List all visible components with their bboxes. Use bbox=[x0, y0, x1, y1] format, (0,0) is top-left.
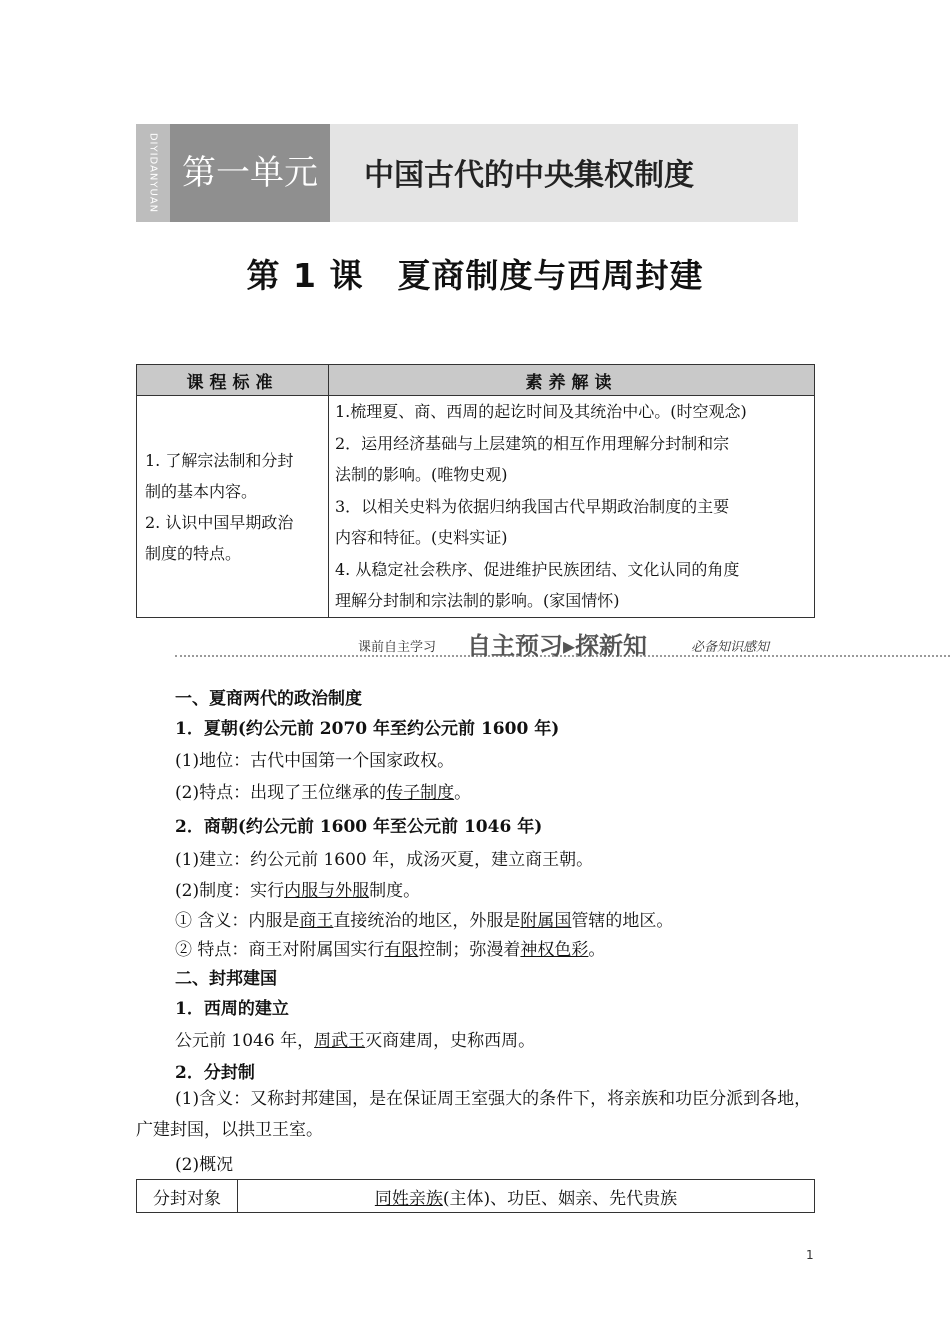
shang-features-end: 。 bbox=[588, 940, 606, 960]
shang-time: (约公元前 1600 年至公元前 1046 年) bbox=[237, 817, 543, 837]
fenfeng-table bbox=[136, 1179, 815, 1213]
unit-banner bbox=[136, 124, 798, 222]
strip-suffix: 必备知识感知 bbox=[691, 640, 770, 655]
fenfeng-table-value-key: 同姓亲族 bbox=[374, 1188, 443, 1209]
standards-right-line: 1.梳理夏、商、西周的起讫时间及其统治中心。(时空观念) bbox=[335, 402, 747, 421]
shang-meaning-end: 管辖的地区。 bbox=[571, 911, 674, 931]
strip-prefix: 课前自主学习 bbox=[358, 640, 437, 655]
heading-xia-shang: 一、夏商两代的政治制度 bbox=[175, 689, 362, 709]
shang-features-mid: 控制；弥漫着 bbox=[418, 940, 521, 960]
xia-feature bbox=[175, 778, 471, 803]
zhou-founding-key: 周武王 bbox=[314, 1031, 366, 1051]
fenfeng-title: 2．分封制 bbox=[175, 1063, 255, 1083]
page-number: 1 bbox=[806, 1248, 814, 1262]
shang-title-line bbox=[175, 812, 542, 837]
shang-founding: (1)建立：约公元前 1600 年，成汤灭夏，建立商王朝。 bbox=[175, 850, 594, 870]
banner-side-strip bbox=[136, 124, 170, 222]
standards-right-line: 理解分封制和宗法制的影响。(家国情怀) bbox=[335, 591, 620, 610]
strip-main-text-2: 探新知 bbox=[575, 632, 648, 660]
standards-header-right: 素养解读 bbox=[329, 365, 815, 396]
zhou-title: 1．西周的建立 bbox=[175, 999, 289, 1019]
shang-system-key: 内服与外服 bbox=[284, 881, 370, 901]
shang-system-end: 制度。 bbox=[369, 881, 421, 901]
shang-meaning-mid: 直接统治的地区，外服是 bbox=[333, 911, 521, 931]
shang-system-text: (2)制度：实行 bbox=[175, 881, 285, 901]
strip-main-text: 自主预习 bbox=[467, 632, 563, 660]
xia-title-line bbox=[175, 714, 559, 739]
xia-time: (约公元前 2070 年至约公元前 1600 年) bbox=[237, 719, 560, 739]
heading-fengbang: 二、封邦建国 bbox=[175, 969, 277, 989]
standards-left-line: 制度的特点。 bbox=[145, 543, 242, 563]
standards-right-line: 3．以相关史料为依据归纳我国古代早期政治制度的主要 bbox=[335, 496, 730, 516]
standards-table bbox=[136, 364, 815, 618]
shang-features-text: ② 特点：商王对附属国实行 bbox=[175, 940, 385, 960]
standards-left-line: 1. 了解宗法制和分封 bbox=[145, 450, 294, 470]
shang-meaning-key-1: 商王 bbox=[299, 911, 334, 931]
arrow-icon: ▸ bbox=[563, 632, 576, 660]
xia-feature-text: (2)特点：出现了王位继承的 bbox=[175, 783, 387, 803]
shang-title: 2．商朝 bbox=[175, 817, 238, 837]
standards-right-line: 2．运用经济基础与上层建筑的相互作用理解分封制和宗 bbox=[335, 433, 730, 453]
xia-feature-key: 传子制度 bbox=[386, 783, 455, 803]
lesson-title: 第 1 课 夏商制度与西周封建 bbox=[246, 256, 704, 295]
zhou-founding-end: 灭商建周，史称西周。 bbox=[365, 1031, 536, 1051]
section-strip bbox=[175, 624, 950, 664]
standards-right-line: 法制的影响。(唯物史观) bbox=[335, 465, 508, 484]
standards-header-left: 课程标准 bbox=[137, 365, 329, 396]
fenfeng-table-label: 分封对象 bbox=[137, 1180, 238, 1213]
banner-side-text: DIYIDANYUAN bbox=[147, 132, 159, 214]
xia-title: 1．夏朝 bbox=[175, 719, 238, 739]
standards-cell-right bbox=[329, 396, 815, 618]
standards-left-line: 2. 认识中国早期政治 bbox=[145, 512, 294, 532]
standards-right-line: 4. 从稳定社会秩序、促进维护民族团结、文化认同的角度 bbox=[335, 559, 740, 579]
shang-meaning-text: ① 含义：内服是 bbox=[175, 911, 300, 931]
fenfeng-table-value bbox=[238, 1180, 815, 1213]
fenfeng-definition: (1)含义：又称封邦建国，是在保证周王室强大的条件下，将亲族和功臣分派到各地，广建封国，以拱卫王室。 bbox=[136, 1089, 812, 1140]
xia-status: (1)地位：古代中国第一个国家政权。 bbox=[175, 751, 455, 771]
shang-meaning-key-2: 附属国 bbox=[520, 911, 572, 931]
zhou-founding-text: 公元前 1046 年， bbox=[175, 1031, 315, 1051]
table-row bbox=[137, 1180, 815, 1213]
standards-right-line: 内容和特征。(史料实证) bbox=[335, 528, 508, 547]
shang-features bbox=[175, 935, 605, 960]
shang-features-key-1: 有限 bbox=[384, 940, 419, 960]
zhou-founding bbox=[175, 1026, 535, 1051]
shang-meaning bbox=[175, 906, 673, 931]
strip-heading bbox=[467, 626, 647, 661]
fenfeng-table-value-rest: (主体)、功臣、姻亲、先代贵族 bbox=[442, 1188, 678, 1209]
xia-feature-end: 。 bbox=[454, 783, 472, 803]
unit-label: 第一单元 bbox=[170, 124, 330, 222]
shang-system bbox=[175, 876, 420, 901]
fenfeng-overview: (2)概况 bbox=[175, 1155, 234, 1175]
shang-features-key-2: 神权色彩 bbox=[520, 940, 589, 960]
unit-title: 中国古代的中央集权制度 bbox=[364, 158, 694, 193]
standards-cell-left bbox=[137, 396, 329, 618]
standards-left-line: 制的基本内容。 bbox=[145, 481, 258, 501]
